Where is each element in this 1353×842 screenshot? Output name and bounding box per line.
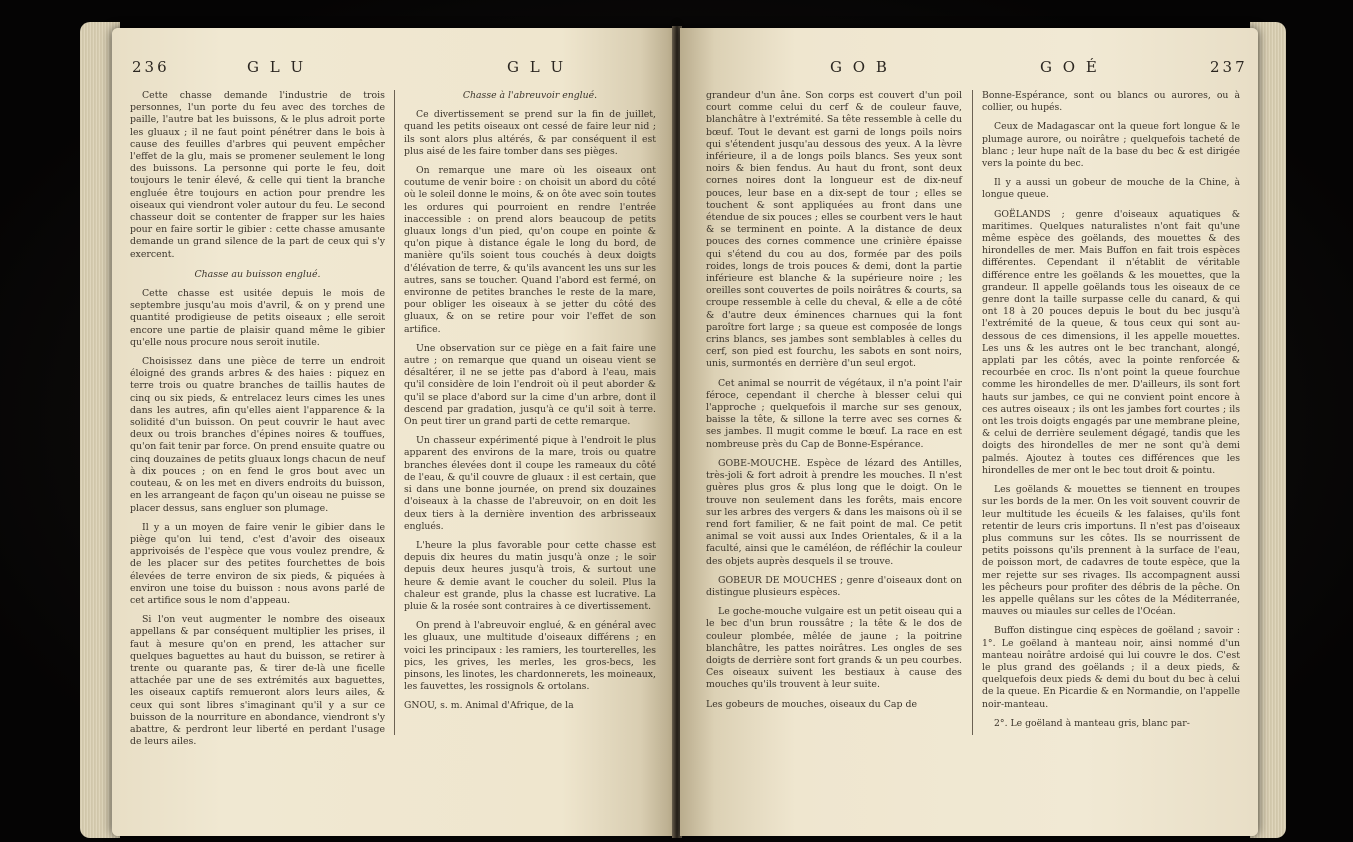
paragraph: Ceux de Madagascar ont la queue fort longue & le plumage aurore, ou noirâtre ; quelquefois tacheté de blanc ; leur hupe naît de la base du bec & est dirigée vers la pointe du bec. bbox=[982, 121, 1240, 170]
paragraph: On prend à l'abreuvoir englué, & en général avec les gluaux, une multitude d'oiseaux différens ; en voici les principaux : les ramiers, les tourterelles, les pics, les grives, les merles, les gros-becs, les pinsons, les linotes, les chardonnerets, les moineaux, les fauvettes, les rossignols & ortolans. bbox=[404, 620, 656, 693]
paragraph: L'heure la plus favorable pour cette chasse est depuis dix heures du matin jusqu'à onze ; le soir depuis deux heures jusqu'à trois, & surtout une heure & demie avant le coucher du soleil. Plus la chaleur est grande, plus la chasse est lucrative. La pluie & la rosée sont contraires à ce divertissement. bbox=[404, 539, 656, 612]
paragraph: Les goëlands & mouettes se tiennent en troupes sur les bords de la mer. On les voit souvent couvrir de leur multitude les écueils & les falaises, qu'ils font retentir de leurs cris importuns. Il n'est pas d'oiseaux plus communs sur les côtes. Ils se nourrissent de petits poissons qu'ils prennent à la surface de l'eau, de poisson mort, de cadavres de toute espèce, que la mer rejette sur ses rivages. Ils accompagnent aussi les pêcheurs pour profiter des débris de la pêche. On les appelle quêlans sur les côtes de la Méditerranée, mauves ou miaules sur celles de l'Océan. bbox=[982, 484, 1240, 618]
right-page bbox=[680, 28, 1258, 836]
right-column-1 bbox=[706, 90, 962, 718]
paragraph: Il y a un moyen de faire venir le gibier dans le piège qu'on lui tend, c'est d'avoir des oiseaux apprivoisés de l'espèce que vous voulez prendre, & de les placer sur des petites fourchettes de bois élevées de terre environ de six pieds, & piquées à environ une toise du buisson : nous avons parlé de cet artifice sous le nom d'appeau. bbox=[130, 521, 385, 606]
paragraph: Ce divertissement se prend sur la fin de juillet, quand les petits oiseaux ont cessé de faire leur nid ; ils sont alors plus altérés, & par conséquent il est plus aisé de les faire tomber dans ses pièges. bbox=[404, 109, 656, 157]
left-column-2 bbox=[404, 90, 656, 720]
left-page-header bbox=[112, 58, 674, 84]
paragraph: Cet animal se nourrit de végétaux, il n'a point l'air féroce, cependant il cherche à blesser celui qui l'approche ; quelquefois il marche sur ses genoux, baisse la tête, & sillone la terre avec ses cornes & ses jambes. Il mugit comme le bœuf. La race en est nombreuse près du Cap de Bonne-Espérance. bbox=[706, 377, 962, 450]
right-page-header bbox=[680, 58, 1258, 84]
left-column-1 bbox=[130, 90, 385, 755]
running-head-right: G L U bbox=[507, 58, 567, 76]
paragraph: Cette chasse demande l'industrie de trois personnes, l'un porte du feu avec des torches de paille, l'autre bat les buissons, & le plus adroit porte les gluaux ; il ne faut point pénétrer dans le bois à cause des feuilles d'arbres qui peuvent empêcher l'effet de la glu, mais se promener seulement le long des buissons. La personne qui porte le feu, doit toujours le tenir élevé, & celle qui tient la branche engluée être toujours en action pour prendre les oiseaux qui viendront voler autour du feu. Le second chasseur doit se contenter de frapper sur les haies pour en faire sortir le gibier : cette chasse amusante demande un grand silence de la part de ceux qui s'y exercent. bbox=[130, 90, 385, 260]
paragraph: Une observation sur ce piège en a fait faire une autre ; on remarque que quand un oiseau vient se désaltérer, il ne se jette pas d'abord à l'eau, mais qu'il considère de loin l'endroit où il peut aborder & qu'il se place d'abord sur la cime d'un arbre, dont il descend par gradation, jusqu'à ce qu'il soit à terre. On peut tirer un grand parti de cette remarque. bbox=[404, 342, 656, 428]
running-head-right: G O É bbox=[1040, 58, 1100, 76]
paragraph: Cette chasse est usitée depuis le mois de septembre jusqu'au mois d'avril, & on y prend une quantité prodigieuse de petits oiseaux ; elle seroit encore une partie de plaisir quand même le gibier qu'elle nous procure nous seroit inutile. bbox=[130, 288, 385, 348]
paragraph: Les gobeurs de mouches, oiseaux du Cap de bbox=[706, 698, 917, 710]
paragraph: GOBE-MOUCHE. Espèce de lézard des Antilles, très-joli & fort adroit à prendre les mouches. Il n'est guères plus gros & plus long que le doigt. On le trouve non seulement dans les forêts, mais encore sur les arbres des vergers & dans les maisons où il se rend fort familier, & ne fait point de mal. Ce petit animal se voit aussi aux Indes Orientales, & il a la faculté, ainsi que le caméléon, de réfléchir la couleur des objets auprès desquels il se trouve. bbox=[706, 457, 962, 567]
paragraph: GNOU, s. m. Animal d'Afrique, de la bbox=[404, 700, 574, 712]
section-heading: Chasse au buisson englué. bbox=[194, 268, 321, 280]
page-number: 236 bbox=[132, 58, 170, 76]
paragraph: Le goche-mouche vulgaire est un petit oiseau qui a le bec d'un brun roussâtre ; la tête & le dos de couleur plombée, mêlée de jaune ; la poitrine blanchâtre, les pattes noirâtres. Les ongles de ses doigts de derrière sont fort grands & un peu courbes. Ces oiseaux suivent les bestiaux à cause des mouches qu'ils trouvent à leur suite. bbox=[706, 606, 962, 691]
column-rule bbox=[394, 90, 395, 735]
paragraph: On remarque une mare où les oiseaux ont coutume de venir boire : on choisit un abord du côté où le soleil donne le moins, & on ôte avec soin toutes les ordures qui pourroient en rendre l'entrée inaccessible : on prend alors beaucoup de petits gluaux longs d'un pied, qu'on coupe en pointe & qu'on pique à distance égale le long du bord, de manière qu'ils soient tous couchés à deux doigts d'élévation de terre, & qu'ils avancent les uns sur les autres, sans se toucher. Quand l'abord est fermé, on environne de petites branches le reste de la mare, pour obliger les oiseaux à se jetter du côté des gluaux, & on se retire pour voir l'effet de son artifice. bbox=[404, 165, 656, 335]
section-heading: Chasse à l'abreuvoir englué. bbox=[462, 90, 598, 101]
paragraph: Buffon distingue cinq espèces de goëland ; savoir : 1°. Le goëland à manteau noir, ainsi nommé d'un manteau noirâtre ardoisé qui lui couvre le dos. C'est le plus grand des goëlands ; il a deux pieds, & quelquefois deux pieds & demi du bout du bec à celui de la queue. En Picardie & en Normandie, on l'appelle noir-manteau. bbox=[982, 625, 1240, 710]
right-column-2 bbox=[982, 90, 1240, 737]
running-head: G O B bbox=[830, 58, 890, 76]
paragraph: GOBEUR DE MOUCHES ; genre d'oiseaux dont on distingue plusieurs espèces. bbox=[706, 574, 962, 598]
paragraph: Si l'on veut augmenter le nombre des oiseaux appellans & par conséquent multiplier les prises, il faut à mesure qu'on en prend, les attacher sur quelques baguettes au haut du buisson, se retirer à trente ou quarante pas, & tirer de-là une ficelle attachée par une de ses extrémités aux baguettes, les oiseaux captifs remueront alors leurs ailes, & ceux qui sont libres s'imaginant qu'il y a sur ce buisson de la nourriture en abondance, viendront s'y abattre, & perdront leur liberté en perdant l'usage de leurs ailes. bbox=[130, 614, 385, 748]
page-number: 237 bbox=[1210, 58, 1248, 76]
paragraph: GOËLANDS ; genre d'oiseaux aquatiques & maritimes. Quelques naturalistes n'ont fait qu'une même espèce des goëlands, des mouettes & des hirondelles de mer. Mais Buffon en fait trois espèces différentes. Cependant il n'établit de véritable différence entre les goëlands & les mouettes, que la grandeur. Il appelle goëlands tous les oiseaux de ce genre dont la taille surpasse celle du canard, & qui ont 18 à 20 pouces depuis le bout du bec jusqu'à l'extrémité de la queue, & tous ceux qui sont au-dessous de ces dimensions, il les appelle mouettes. Les uns & les autres ont le bec tranchant, alongé, applati par les côtés, avec la pointe renforcée & recourbée en croc. Ils n'ont point la queue fourchue comme les hirondelles de mer. D'ailleurs, ils sont fort hauts sur jambes, ce qui ne convient point encore à ces autres oiseaux ; ils ont les jambes fort courtes ; ils ont les trois doigts engagés par une membrane pleine, & celui de derrière seulement dégagé, tandis que les doigts des hirondelles de mer ne sont qu'à demi palmés. Ajoutez à toutes ces différences que les hirondelles de mer ont le bec tout droit & pointu. bbox=[982, 208, 1240, 476]
paragraph: 2°. Le goëland à manteau gris, blanc par- bbox=[994, 717, 1190, 729]
paragraph: Il y a aussi un gobeur de mouche de la Chine, à longue queue. bbox=[982, 177, 1240, 201]
column-rule bbox=[972, 90, 973, 735]
paragraph: Un chasseur expérimenté pique à l'endroit le plus apparent des environs de la mare, trois ou quatre branches élevées dont il coupe les rameaux du côté de l'eau, & qu'il couvre de gluaux : il est certain, que si dans une bonne journée, on prend six douzaines d'oiseaux à la chasse de l'abreuvoir, on en doit les deux tiers à la dernière invention des arbrisseaux englués. bbox=[404, 435, 656, 532]
paragraph: Bonne-Espérance, sont ou blancs ou aurores, ou à collier, ou hupés. bbox=[982, 90, 1240, 114]
paragraph: Choisissez dans une pièce de terre un endroit éloigné des grands arbres & des haies : piquez en terre trois ou quatre branches de taillis hautes de cinq ou six pieds, & entrelacez leurs cimes les unes dans les autres, afin qu'elles aient l'apparence & la solidité d'un buisson. On peut couvrir le haut avec deux ou trois branches d'épines noires & touffues, qu'on fait tenir par force. On prend ensuite quatre ou cinq douzaines de petits gluaux longs chacun de neuf à dix pouces ; on en fend le gros bout avec un couteau, & on les met en divers endroits du buisson, en les arrangeant de façon qu'un oiseau ne puisse se placer dessus, sans engluer son plumage. bbox=[130, 356, 385, 514]
left-page bbox=[112, 28, 674, 836]
running-head: G L U bbox=[247, 58, 307, 76]
paragraph: grandeur d'un âne. Son corps est couvert d'un poil court comme celui du cerf & de couleur fauve, blanchâtre à l'extrémité. Sa tête ressemble à celle du bœuf. Tout le devant est garni de longs poils noirs qui s'étendent jusqu'au dessous des yeux. A la lèvre inférieure, il a de longs poils blancs. Ses yeux sont noirs & bien fendus. Au haut du front, sont deux cornes noires dont la longueur est de dix-neuf pouces, leur base en a dix-sept de tour ; elles se touchent & sont appliquées au front dans une étendue de six pouces ; elles se courbent vers le haut & se terminent en pointe. A la distance de deux pouces des cornes commence une crinière épaisse qui s'étend du cou au dos, formée par des poils roides, longs de trois pouces & demi, dont la partie inférieure est blanche & la supérieure noire ; les oreilles sont couvertes de poils noirâtres & courts, sa croupe ressemble à celle du cheval, & elle a de côté & d'autre deux éminences charnues qui la font paroître fort large ; sa queue est composée de longs crins blancs, ses jambes sont semblables à celles du cerf, son pied est fourchu, les sabots en sont noirs, unis, surmontés en derrière d'un seul ergot. bbox=[706, 90, 962, 370]
